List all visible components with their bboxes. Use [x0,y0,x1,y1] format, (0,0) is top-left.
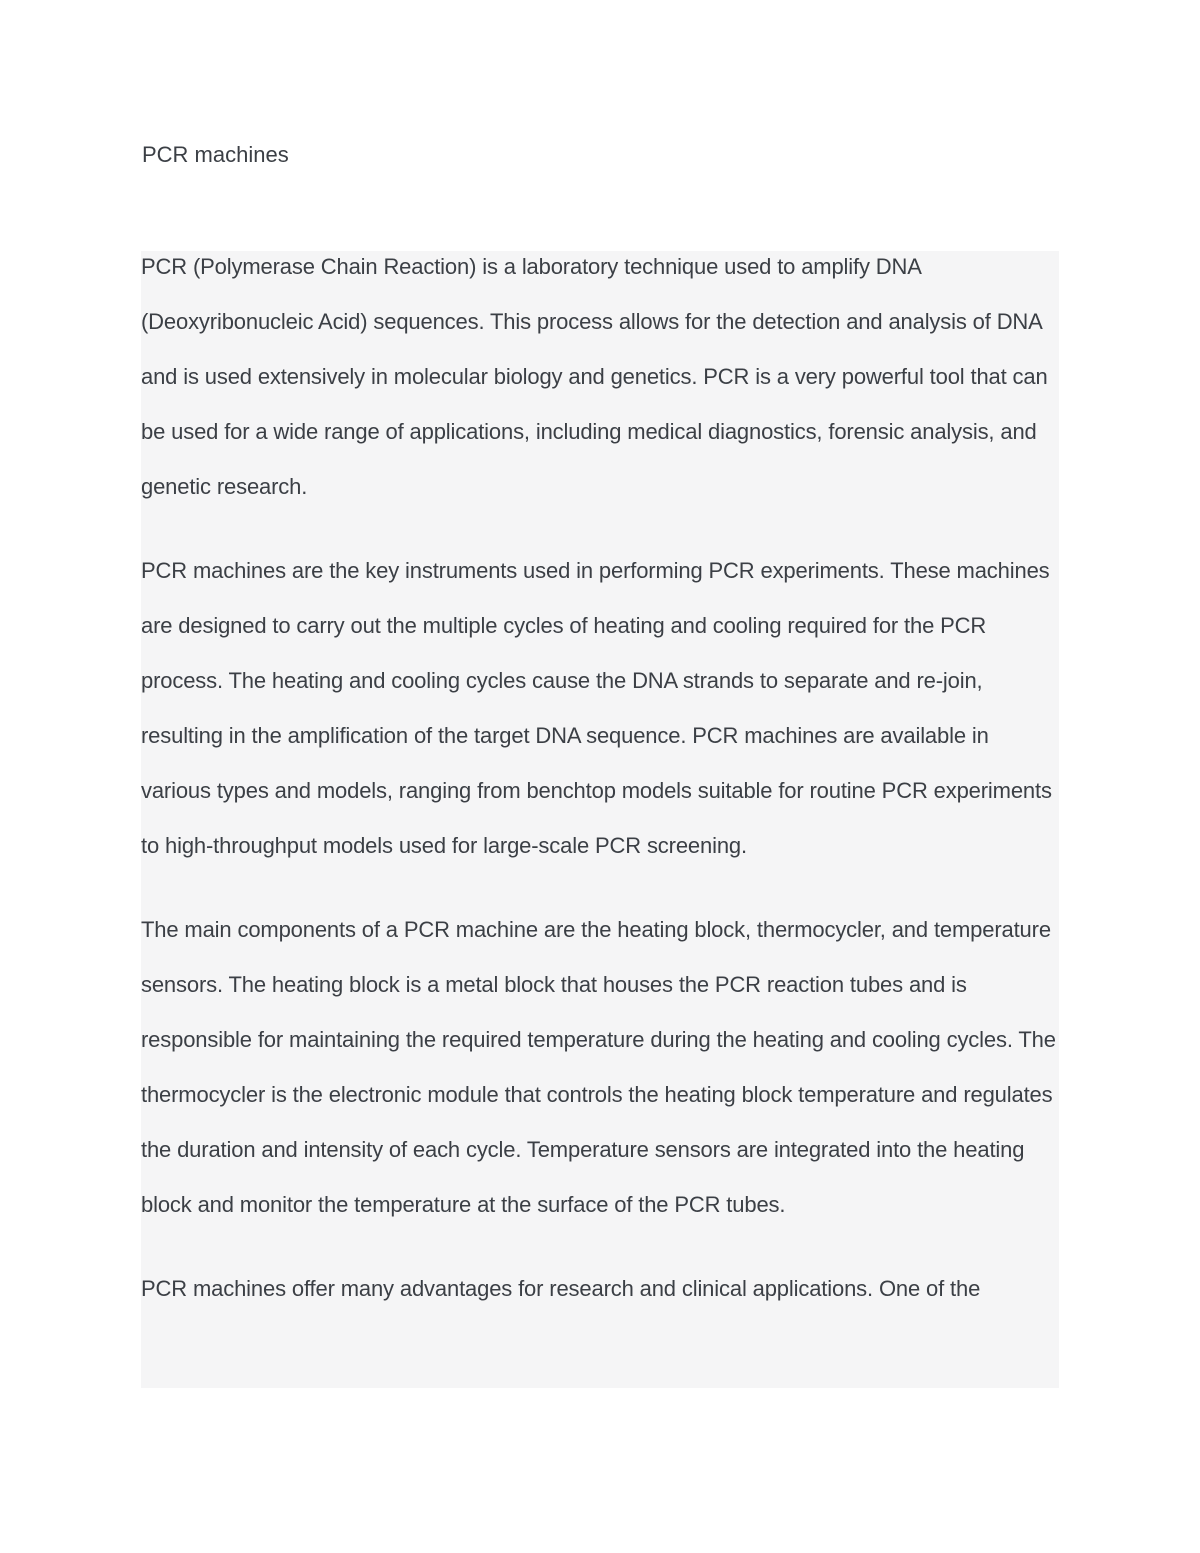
paragraph-advantages: PCR machines offer many advantages for research and clinical applications. One of the [141,1276,981,1301]
document-body [141,251,1059,1388]
paragraph-pcr-machines: PCR machines are the key instruments used in performing PCR experiments. These machines are designed to carry out the multiple cycles of heating and cooling required for the PCR process. The heating and cooling cycles cause the DNA strands to separate and re-join, resulting in the amplification of the target DNA sequence. PCR machines are available in various types and models, ranging from benchtop models suitable for routine PCR experiments to high-throughput models used for large-scale PCR screening. [141,558,1052,858]
paragraph-components: The main components of a PCR machine are the heating block, thermocycler, and temperature sensors. The heating block is a metal block that houses the PCR reaction tubes and is responsible for maintaining the required temperature during the heating and cooling cycles. The thermocycler is the electronic module that controls the heating block temperature and regulates the duration and intensity of each cycle. Temperature sensors are integrated into the heating block and monitor the temperature at the surface of the PCR tubes. [141,917,1056,1217]
document-title: PCR machines [142,142,289,167]
paragraph-pcr-intro: PCR (Polymerase Chain Reaction) is a laboratory technique used to amplify DNA (Deoxyribonucleic Acid) sequences. This process allows for the detection and analysis of DNA and is used extensively in molecular biology and genetics. PCR is a very powerful tool that can be used for a wide range of applications, including medical diagnostics, forensic analysis, and genetic research. [141,254,1048,499]
